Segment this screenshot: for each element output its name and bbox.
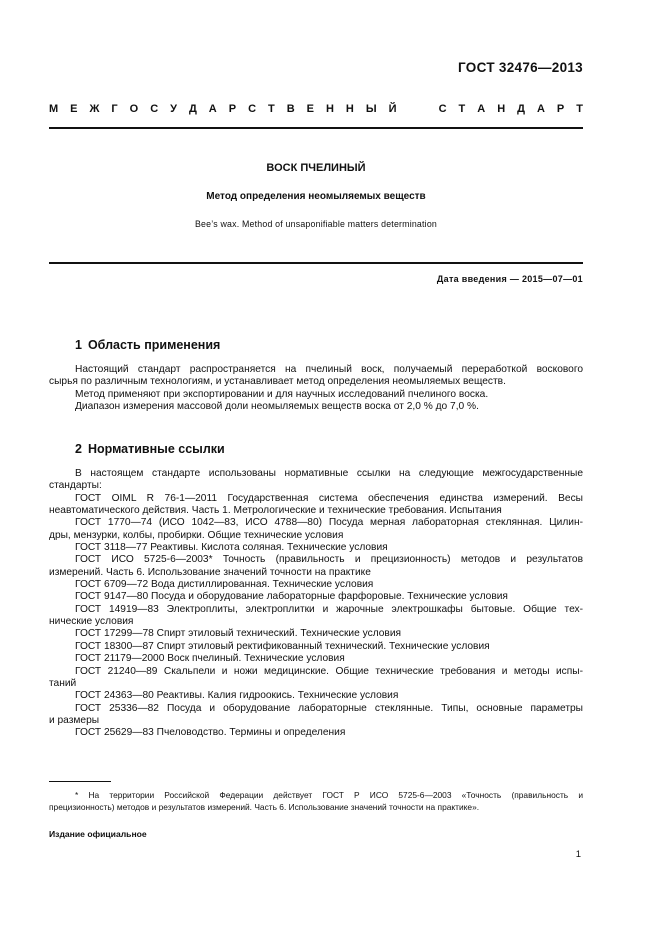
page-number: 1 [575,849,581,860]
text-line: ГОСТ 18300—87 Спирт этиловый ректификованный технический. Технические условия [75,640,490,652]
banner-letter: Н [497,103,506,115]
banner-letter: О [129,103,139,115]
banner-letter: А [536,103,545,115]
text-line: ГОСТ 24363—80 Реактивы. Калия гидроокись. Технические условия [75,690,399,702]
standard-title: ВОСК ПЧЕЛИНЫЙ [266,162,366,174]
section-title: Область применения [87,338,221,352]
banner-letter: А [208,103,217,115]
banner-letter: Ж [89,103,100,115]
section-number: 2 [75,442,82,456]
text-line: ГОСТ 21179—2000 Воск пчелиный. Технические условия [75,653,345,665]
section-1-heading [75,338,220,352]
standard-title-english: Bee’s wax. Method of unsaponifiable matters determination [194,219,438,229]
gost-code: ГОСТ 32476—2013 [458,60,583,75]
banner-letter: Е [306,103,314,115]
text-line: неавтоматического действия. Часть 1. Метрологические и технические требования. Испытания [49,505,502,517]
header-rule [49,127,583,129]
banner-gap [424,103,427,115]
banner-letter: А [477,103,486,115]
text-line: ГОСТ 25629—83 Пчеловодство. Термины и определения [75,727,346,739]
footnote-line: прецизионность) методов и результатов измерений. Часть 6. Использование значений точности на практике». [49,802,480,812]
banner-letter: С [150,103,159,115]
text-line: Метод применяют при экспортировании и для научных исследований пчелиного воска. [75,388,489,400]
intro-date: Дата введения — 2015—07—01 [436,274,583,284]
text-line: ГОСТ ИСО 5725-6—2003* Точность (правильность и прецизионность) методов и результатов [75,554,583,566]
title-rule [49,262,583,264]
banner-letter: Т [268,103,275,115]
text-line: В настоящем стандарте использованы нормативные ссылки на следующие межгосударственные [75,468,583,479]
standard-subtitle: Метод определения неомыляемых веществ [206,191,426,202]
text-line: ГОСТ 14919—83 Электроплиты, электроплитки и жарочные электрошкафы бытовые. Общие тех- [75,603,583,615]
text-line: дры, мензурки, колбы, пробирки. Общие технические условия [49,529,344,541]
banner-letter: Н [345,103,354,115]
text-line: ГОСТ 17299—78 Спирт этиловый технический. Технические условия [75,628,402,640]
banner-letter: С [438,103,447,115]
text-line: ГОСТ 21240—89 Скальпели и ножи медицинские. Общие технические требования и методы испы- [75,665,583,677]
section-2-heading [75,442,225,456]
banner-letter: М [49,103,59,115]
text-line: ГОСТ 1770—74 (ИСО 1042—83, ИСО 4788—80) Посуда мерная лабораторная стеклянная. Цилин- [75,517,583,529]
text-line: измерений. Часть 6. Использование значений точности на практике [49,566,371,578]
footnote-rule [49,781,111,782]
text-line: таний [49,677,77,689]
official-edition-label: Издание официальное [49,829,147,839]
text-line: сырья по различным технологиям, и устанавливает метод определения неомыляемых веществ. [49,376,506,388]
text-line: и размеры [49,714,100,726]
banner-letter: С [248,103,257,115]
section-title: Нормативные ссылки [87,442,225,456]
banner-letter: Й [388,103,397,115]
section-2-body [49,468,583,740]
footnote [49,789,583,813]
banner-letter: Г [111,103,118,115]
text-line: ГОСТ 9147—80 Посуда и оборудование лабораторные фарфоровые. Технические условия [75,591,508,603]
footnote-line: * На территории Российской Федерации действует ГОСТ Р ИСО 5725-6—2003 «Точность (правильность и [75,790,583,800]
banner-letter: В [286,103,295,115]
banner-letter: Т [458,103,466,115]
text-line: Диапазон измерения массовой доли неомыляемых веществ воска от 2,0 % до 7,0 %. [75,401,479,413]
text-line: ГОСТ OIML R 76-1—2011 Государственная система обеспечения единства измерений. Весы [75,492,583,504]
text-line: ГОСТ 3118—77 Реактивы. Кислота соляная. Технические условия [75,542,388,554]
banner-letter: Т [576,103,583,115]
text-line: нические условия [49,616,134,628]
banner-gap [409,103,412,115]
banner-letter: Н [325,103,334,115]
interstate-standard-banner [49,103,583,115]
text-line: Настоящий стандарт распространяется на пчелиный воск, получаемый переработкой воскового [75,364,583,375]
text-line: ГОСТ 6709—72 Вода дистиллированная. Технические условия [75,579,374,591]
section-1-body [49,364,583,413]
banner-letter: Р [556,103,565,115]
banner-letter: Д [517,103,525,115]
text-line: ГОСТ 25336—82 Посуда и оборудование лабораторные стеклянные. Типы, основные параметры [75,702,583,714]
text-line: стандарты: [49,480,102,492]
banner-letter: Д [188,103,197,115]
banner-letter: Е [70,103,78,115]
banner-letter: Р [228,103,237,115]
banner-letter: Ы [365,103,377,115]
banner-letter: У [170,103,177,115]
section-number: 1 [75,338,82,352]
